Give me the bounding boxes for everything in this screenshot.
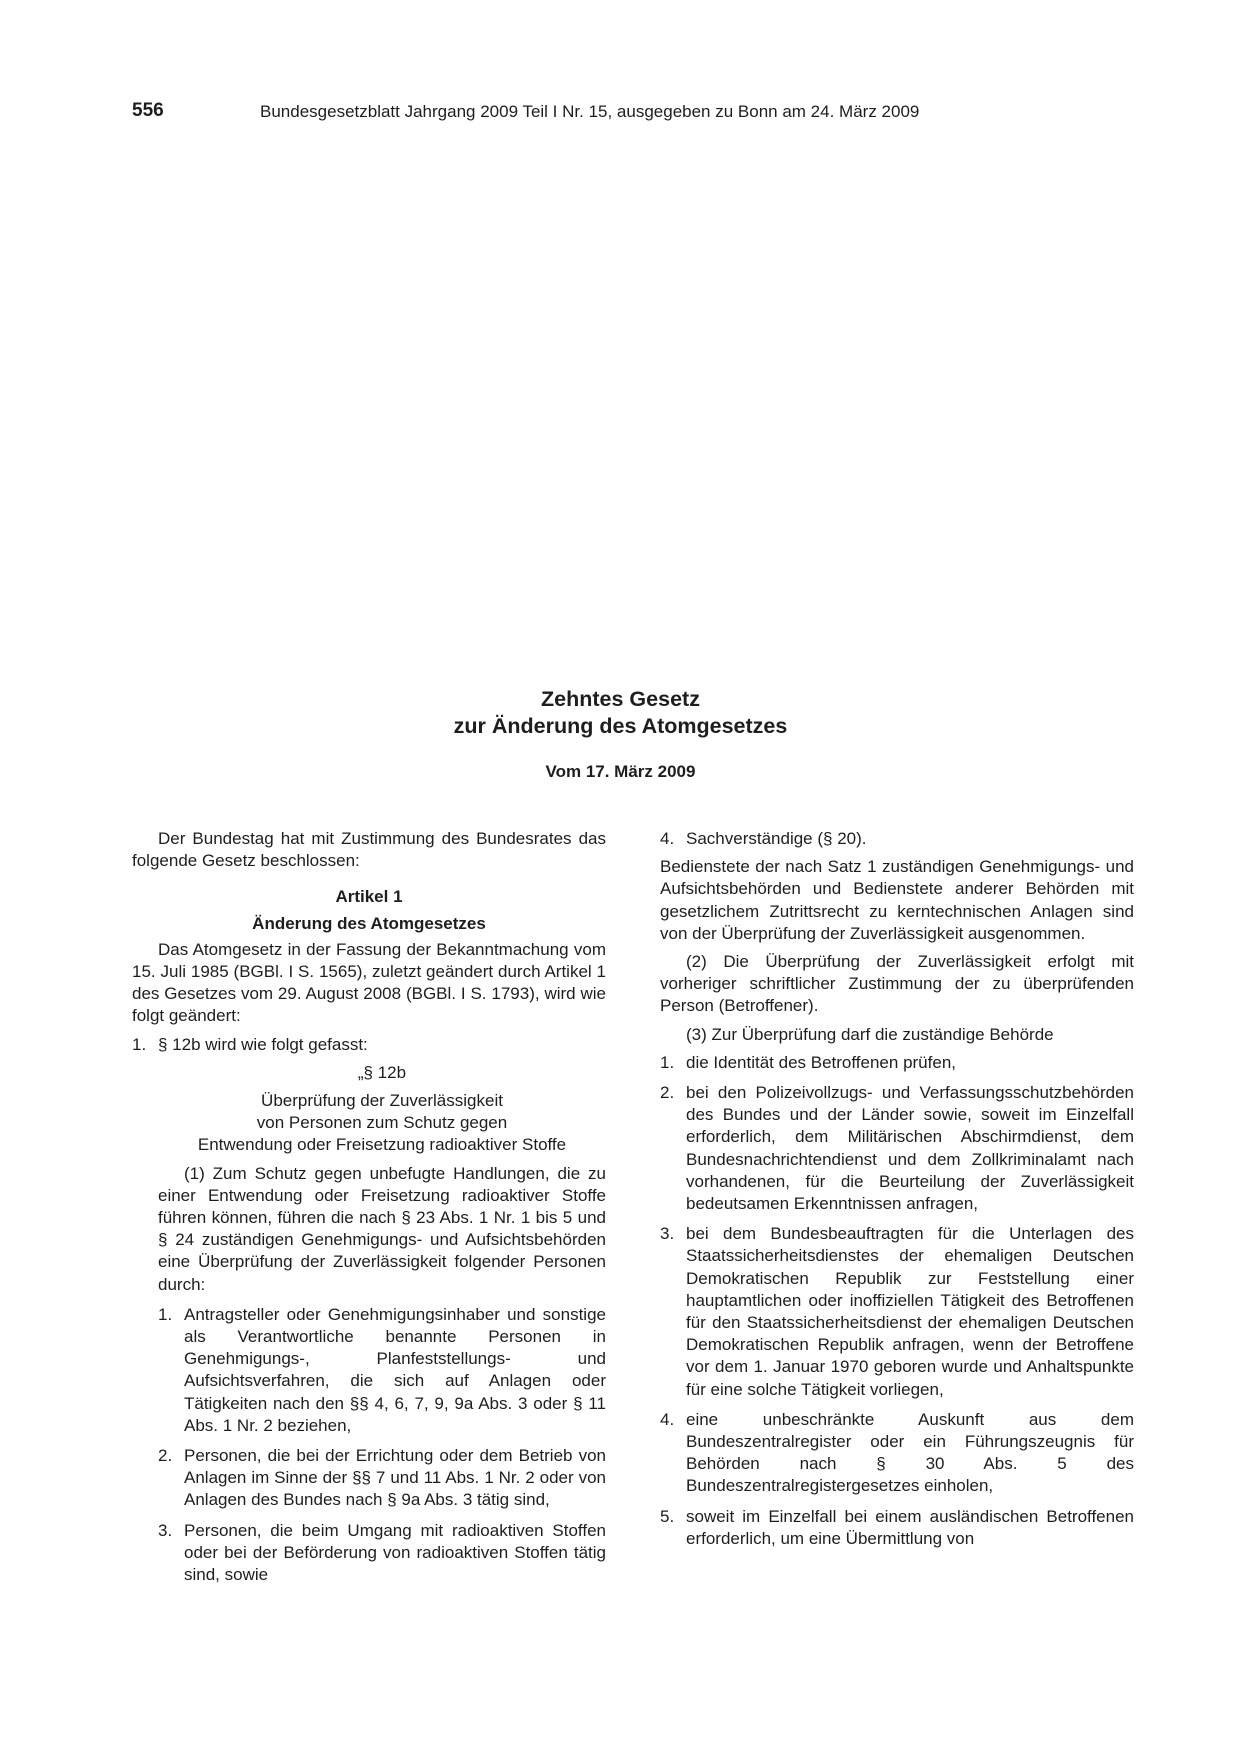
list-item-number: 5. [660, 1506, 675, 1526]
list-item-number: 4. [660, 829, 675, 848]
page-number: 556 [132, 100, 164, 121]
running-header: Bundesgesetzblatt Jahrgang 2009 Teil I Nr. 15, ausgegeben zu Bonn am 24. März 2009 [260, 102, 920, 121]
list-item [660, 1082, 1134, 1215]
paragraph-1: (1) Zum Schutz gegen unbefugte Handlungen, die zu einer Entwendung oder Freisetzung radioaktiver Stoffe führen können, führen die nach § 23 Abs. 1 Nr. 1 bis 5 und § 24 zuständigen Genehmigungs- und Aufsichtsbehörden eine Überprüfung der Zuverlässigkeit folgender Personen durch: [158, 1163, 606, 1294]
law-title-line-1: Zehntes Gesetz [541, 687, 700, 711]
list-item [158, 1304, 606, 1437]
amendment-item [132, 1034, 606, 1056]
paragraph-3: (3) Zur Überprüfung darf die zuständige Behörde [686, 1024, 1054, 1044]
list-item-text: Antragsteller oder Genehmigungsinhaber und sonstige als Verantwortliche benannte Personen in Genehmigungs-, Planfeststellungs- und Aufsichtsverfahren, die sich auf Anlagen oder Tätigkeiten nach den §§ 4, 6, 7, 9, 9a Abs. 3 oder § 11 Abs. 1 Nr. 2 beziehen, [184, 1304, 606, 1435]
list-item-number: 3. [158, 1520, 173, 1540]
law-date: Vom 17. März 2009 [545, 762, 696, 781]
list-item-text: Personen, die beim Umgang mit radioaktiven Stoffen oder bei der Beförderung von radioaktiven Stoffen tätig sind, sowie [184, 1520, 606, 1585]
list-item-text: soweit im Einzelfall bei einem ausländischen Betroffenen erforderlich, um eine Übermittlung von [686, 1506, 1134, 1548]
page-header [132, 100, 1112, 124]
list-item-text: die Identität des Betroffenen prüfen, [686, 1052, 956, 1072]
article-paragraph: Das Atomgesetz in der Fassung der Bekanntmachung vom 15. Juli 1985 (BGBl. I S. 1565), zuletzt geändert durch Artikel 1 des Gesetzes vom 29. August 2008 (BGBl. I S. 1793), wird wie folgt geändert: [132, 939, 606, 1026]
section-number: „§ 12b [357, 1062, 407, 1082]
law-title [0, 686, 1241, 740]
section-title-line-2: von Personen zum Schutz gegen [256, 1113, 508, 1133]
list-item [660, 1052, 1134, 1074]
list-item [660, 1506, 1134, 1550]
list-item [660, 1409, 1134, 1498]
section-title-line-1: Überprüfung der Zuverlässigkeit [261, 1091, 503, 1111]
exemption-paragraph: Bedienstete der nach Satz 1 zuständigen Genehmigungs- und Aufsichtsbehörden und Bedienstete anderer Behörden mit gesetzlichem Zutrittsrecht zu kerntechnischen Anlagen sind von der Überprüfung der Zuverlässigkeit ausgenommen. [660, 857, 1134, 943]
list-item-text: bei dem Bundesbeauftragten für die Unterlagen des Staatssicherheitsdienstes der ehemaligen Deutschen Demokratischen Republik zur Feststellung einer hauptamtlichen oder inoffiziellen Tätigkeit des Betroffenen für den Staatssicherheitsdienst der ehemaligen Deutschen Demokratischen Republik anfragen, wenn der Betroffene vor dem 1. Januar 1970 geboren wurde und Anhaltspunkte für eine solche Tätigkeit vorliegen, [686, 1224, 1134, 1399]
list-item [158, 1445, 606, 1512]
list-item-number: 4. [660, 1409, 675, 1429]
list-item-number: 2. [660, 1083, 675, 1103]
amendment-item-text: § 12b wird wie folgt gefasst: [158, 1034, 368, 1054]
list-item-number: 1. [660, 1052, 675, 1072]
left-column [132, 828, 606, 1594]
law-title-line-2: zur Änderung des Atomgesetzes [453, 714, 788, 738]
intro-paragraph: Der Bundestag hat mit Zustimmung des Bundesrates das folgende Gesetz beschlossen: [132, 829, 606, 871]
amendment-item-number: 1. [132, 1034, 147, 1054]
article-title: Artikel 1 [335, 887, 403, 907]
list-item-text: bei den Polizeivollzugs- und Verfassungsschutzbehörden des Bundes und der Länder sowie, soweit im Einzelfall erforderlich, dem Militärischen Abschirmdienst, dem Bundesnachrichtendienst und dem Zollkriminalamt nach vorhandenen, für die Beurteilung der Zuverlässigkeit bedeutsamen Erkenntnissen anfragen, [686, 1083, 1134, 1214]
list-item-number: 1. [158, 1304, 173, 1324]
list-item-text: Personen, die bei der Errichtung oder dem Betrieb von Anlagen im Sinne der §§ 7 und 11 Abs. 1 Nr. 2 oder von Anlagen des Bundes nach § 9a Abs. 3 tätig sind, [184, 1446, 606, 1510]
paragraph-2: (2) Die Überprüfung der Zuverlässigkeit erfolgt mit vorheriger schriftlicher Zustimmung der zu überprüfenden Person (Betroffener). [660, 952, 1134, 1016]
list-item [660, 828, 1134, 850]
list-item-text: eine unbeschränkte Auskunft aus dem Bundeszentralregister oder ein Führungszeugnis für Behörden nach § 30 Abs. 5 des Bundeszentralregistergesetzes einholen, [686, 1409, 1134, 1496]
section-title-line-3: Entwendung oder Freisetzung radioaktiver Stoffe [197, 1135, 567, 1155]
list-item-number: 3. [660, 1224, 675, 1244]
section-heading [158, 1062, 606, 1157]
list-item-text: Sachverständige (§ 20). [686, 829, 867, 848]
list-item [158, 1520, 606, 1587]
article-subtitle: Änderung des Atomgesetzes [252, 913, 486, 933]
list-item-number: 2. [158, 1446, 173, 1466]
list-item [660, 1223, 1134, 1401]
right-column [660, 828, 1134, 1556]
